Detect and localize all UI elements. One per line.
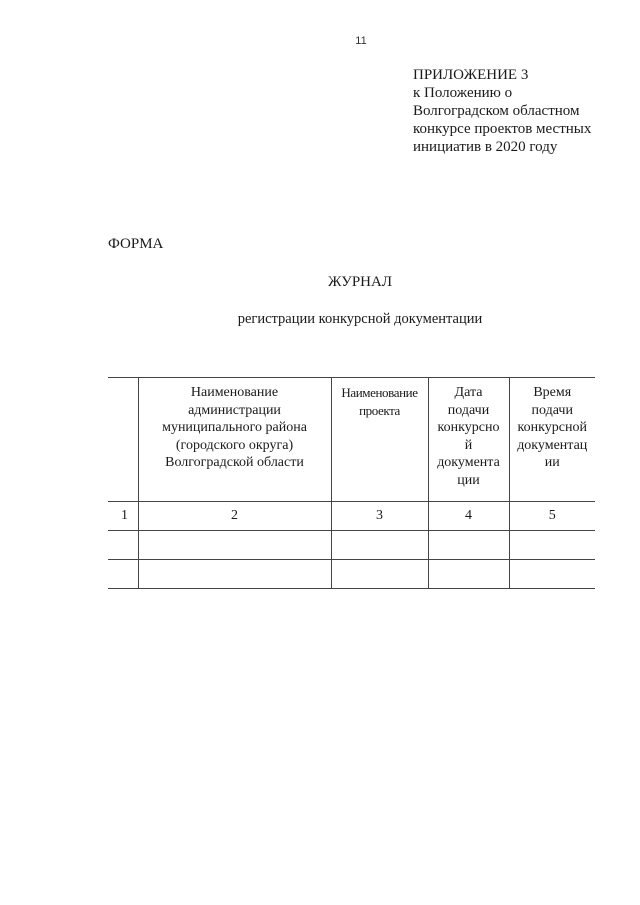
header-text-line: подачи xyxy=(531,402,573,418)
header-cell-submission-date xyxy=(428,378,509,502)
table-cell xyxy=(428,531,509,560)
appendix-line: ПРИЛОЖЕНИЕ 3 xyxy=(413,67,529,83)
header-text-line: документац xyxy=(517,437,588,453)
table-cell xyxy=(138,560,331,589)
journal-subtitle: регистрации конкурсной документации xyxy=(237,311,483,327)
header-text-line: Наименование xyxy=(190,385,279,400)
header-text-line: Дата xyxy=(454,385,483,400)
header-text-line: конкурсно xyxy=(437,420,500,435)
table-cell xyxy=(509,560,595,589)
registration-table xyxy=(108,377,595,589)
table-row xyxy=(108,560,595,589)
header-text-line: администрации xyxy=(188,402,281,418)
header-text-line: (городского округа) xyxy=(175,437,294,453)
header-text-line: муниципального района xyxy=(162,420,307,435)
table-cell xyxy=(428,560,509,589)
form-label: ФОРМА xyxy=(108,236,164,252)
appendix-line: Волгоградском областном xyxy=(413,103,580,119)
header-text-line: ции xyxy=(457,472,480,488)
header-text-line: Время xyxy=(533,385,572,400)
column-number: 1 xyxy=(108,502,138,531)
column-number-row xyxy=(108,502,595,531)
header-text-line: подачи xyxy=(447,402,490,418)
appendix-heading xyxy=(413,66,613,156)
header-cell-submission-time xyxy=(509,378,595,502)
table-row xyxy=(108,531,595,560)
table-cell xyxy=(108,531,138,560)
table-cell xyxy=(108,560,138,589)
table-cell xyxy=(509,531,595,560)
column-number: 3 xyxy=(331,502,428,531)
page-number: 11 xyxy=(355,35,367,47)
column-number: 5 xyxy=(509,502,595,531)
header-text-line: проекта xyxy=(359,402,400,418)
header-text-line: конкурсной xyxy=(517,420,587,435)
column-number: 2 xyxy=(138,502,331,531)
header-cell-number xyxy=(108,378,138,502)
appendix-line: инициатив в 2020 году xyxy=(413,139,558,155)
table-cell xyxy=(331,560,428,589)
journal-title: ЖУРНАЛ xyxy=(327,274,393,290)
header-text-line: ии xyxy=(544,455,560,470)
column-number: 4 xyxy=(428,502,509,531)
table-cell xyxy=(138,531,331,560)
table-header-row xyxy=(108,378,595,502)
header-cell-administration xyxy=(138,378,331,502)
appendix-line: к Положению о xyxy=(413,85,513,101)
table-cell xyxy=(331,531,428,560)
header-text-line: й xyxy=(464,437,473,453)
header-text-line: Волгоградской области xyxy=(165,455,304,470)
header-cell-project-name xyxy=(331,378,428,502)
header-text-line: Наименование xyxy=(341,385,418,400)
appendix-line: конкурсе проектов местных xyxy=(413,121,592,137)
header-text-line: документа xyxy=(437,455,500,470)
